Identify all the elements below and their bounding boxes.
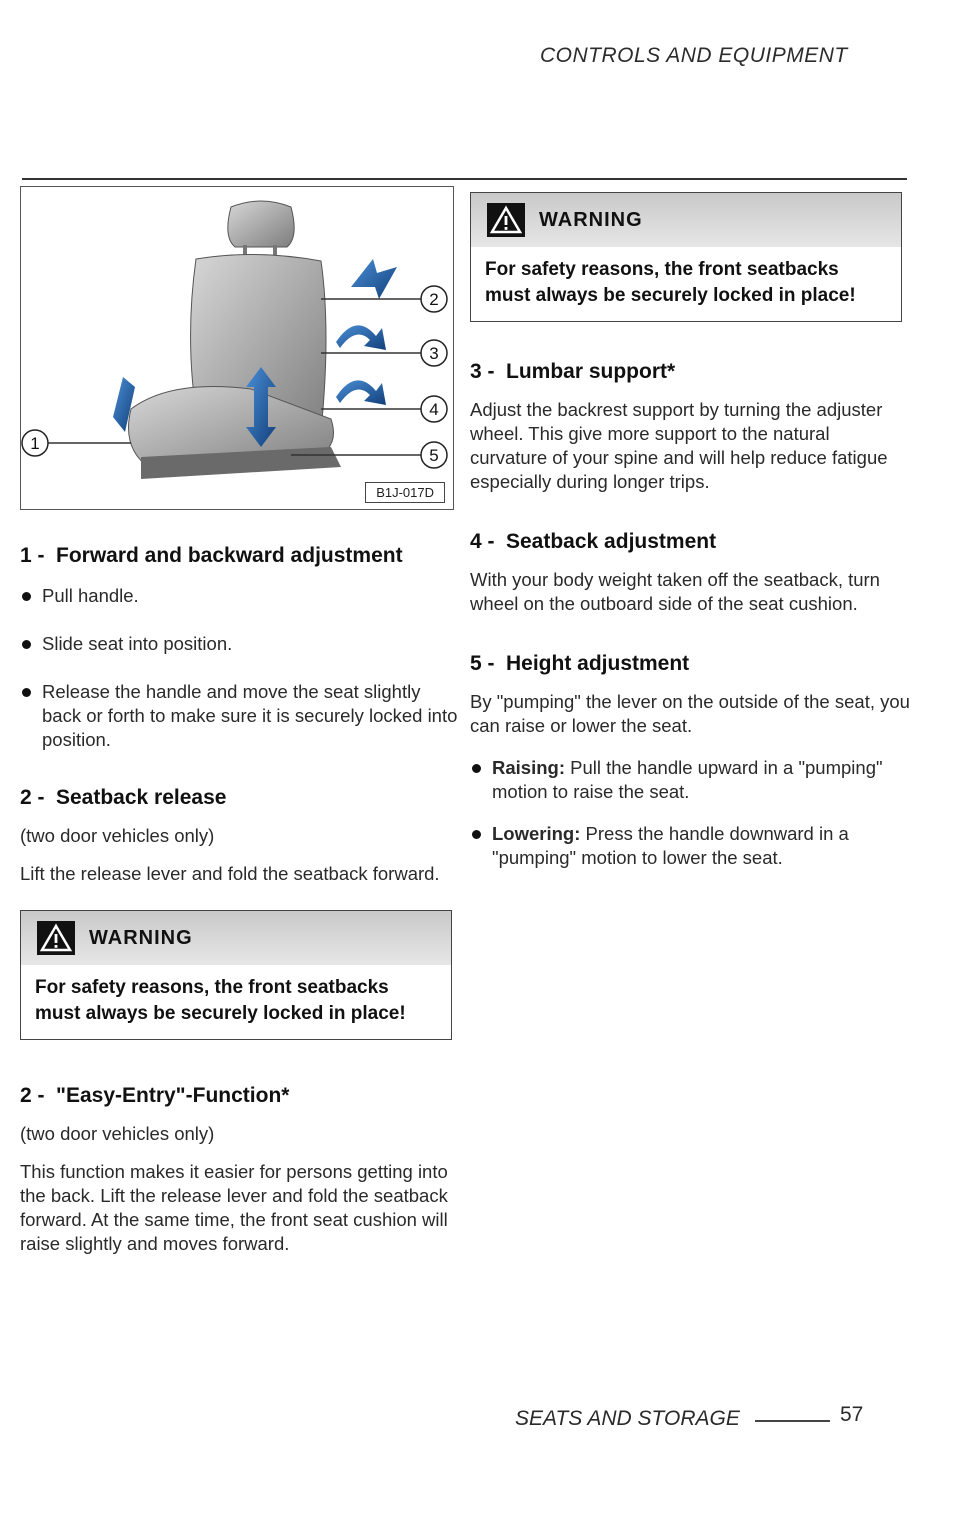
warning-text: For safety reasons, the front seatbacks must always be securely locked in place! xyxy=(485,259,856,306)
footer-rule xyxy=(755,1420,830,1422)
list-item xyxy=(470,822,910,870)
footer-section-title: SEATS AND STORAGE xyxy=(515,1407,740,1430)
page-number: 57 xyxy=(840,1403,864,1426)
section-2-heading: Seatback release xyxy=(56,786,227,809)
header-rule xyxy=(22,178,907,180)
list-item xyxy=(470,756,910,804)
warning-label: WARNING xyxy=(89,926,193,949)
section-2 xyxy=(20,786,460,886)
warning-box xyxy=(20,910,452,1040)
section-4-title xyxy=(470,530,910,554)
running-header: CONTROLS AND EQUIPMENT xyxy=(540,44,848,67)
section-3-title xyxy=(470,360,910,384)
arrow-3 xyxy=(336,325,386,350)
svg-text:2: 2 xyxy=(429,290,439,309)
section-1 xyxy=(20,544,460,752)
list-item: Slide seat into position. xyxy=(20,632,460,656)
section-4-heading: Seatback adjustment xyxy=(506,530,717,553)
section-2b-number: 2 - xyxy=(20,1084,45,1107)
section-5 xyxy=(470,652,910,870)
left-column xyxy=(20,186,460,1256)
warning-header xyxy=(21,911,451,965)
section-3 xyxy=(470,360,910,494)
raising-text: Pull the handle upward in a "pumping" motion to raise the seat. xyxy=(492,757,883,802)
section-5-number: 5 - xyxy=(470,652,495,675)
section-2-title xyxy=(20,786,460,810)
section-5-heading: Height adjustment xyxy=(506,652,690,675)
seat-figure xyxy=(20,186,454,510)
lowering-text: Press the handle downward in a "pumping" motion to lower the seat. xyxy=(492,823,849,868)
section-2b-text: This function makes it easier for persons getting into the back. Lift the release lever and fold the seatback forward. At the same time, the front seat cushion will raise slightly and moves forward. xyxy=(20,1161,448,1254)
lowering-label: Lowering: xyxy=(492,823,581,844)
warning-triangle-icon xyxy=(37,921,75,955)
arrow-2 xyxy=(351,259,397,299)
section-4 xyxy=(470,530,910,616)
warning-header xyxy=(471,193,901,247)
svg-text:5: 5 xyxy=(429,446,439,465)
list-item: Release the handle and move the seat slightly back or forth to make sure it is securely locked into position. xyxy=(20,680,460,752)
section-3-number: 3 - xyxy=(470,360,495,383)
svg-text:3: 3 xyxy=(429,344,439,363)
svg-text:1: 1 xyxy=(30,434,40,453)
arrow-4 xyxy=(336,380,386,405)
section-4-number: 4 - xyxy=(470,530,495,553)
section-1-number: 1 - xyxy=(20,544,45,567)
section-2b-note: (two door vehicles only) xyxy=(20,1123,215,1144)
warning-triangle-icon xyxy=(487,203,525,237)
right-column xyxy=(470,186,910,870)
list-item: Pull handle. xyxy=(20,584,460,608)
section-3-text: Adjust the backrest support by turning the adjuster wheel. This give more support to the natural curvature of your spine and will help reduce fatigue especially during longer trips. xyxy=(470,399,888,492)
section-2-note: (two door vehicles only) xyxy=(20,825,215,846)
headrest xyxy=(228,201,294,247)
section-1-heading: Forward and backward adjustment xyxy=(56,544,403,567)
raising-label: Raising: xyxy=(492,757,565,778)
section-2b-title xyxy=(20,1084,460,1108)
section-1-title xyxy=(20,544,460,568)
section-2b-heading: "Easy-Entry"-Function* xyxy=(56,1084,290,1107)
section-2b xyxy=(20,1084,460,1256)
section-4-text: With your body weight taken off the seatback, turn wheel on the outboard side of the seat cushion. xyxy=(470,569,880,614)
svg-text:4: 4 xyxy=(429,400,439,419)
warning-label: WARNING xyxy=(539,208,643,231)
section-2-text: Lift the release lever and fold the seatback forward. xyxy=(20,863,440,884)
figure-code: B1J-017D xyxy=(365,482,445,503)
warning-text: For safety reasons, the front seatbacks must always be securely locked in place! xyxy=(35,977,406,1024)
section-5-text: By "pumping" the lever on the outside of the seat, you can raise or lower the seat. xyxy=(470,691,910,736)
warning-box xyxy=(470,192,902,322)
section-5-title xyxy=(470,652,910,676)
seat-illustration xyxy=(21,187,453,509)
section-3-heading: Lumbar support* xyxy=(506,360,676,383)
section-2-number: 2 - xyxy=(20,786,45,809)
